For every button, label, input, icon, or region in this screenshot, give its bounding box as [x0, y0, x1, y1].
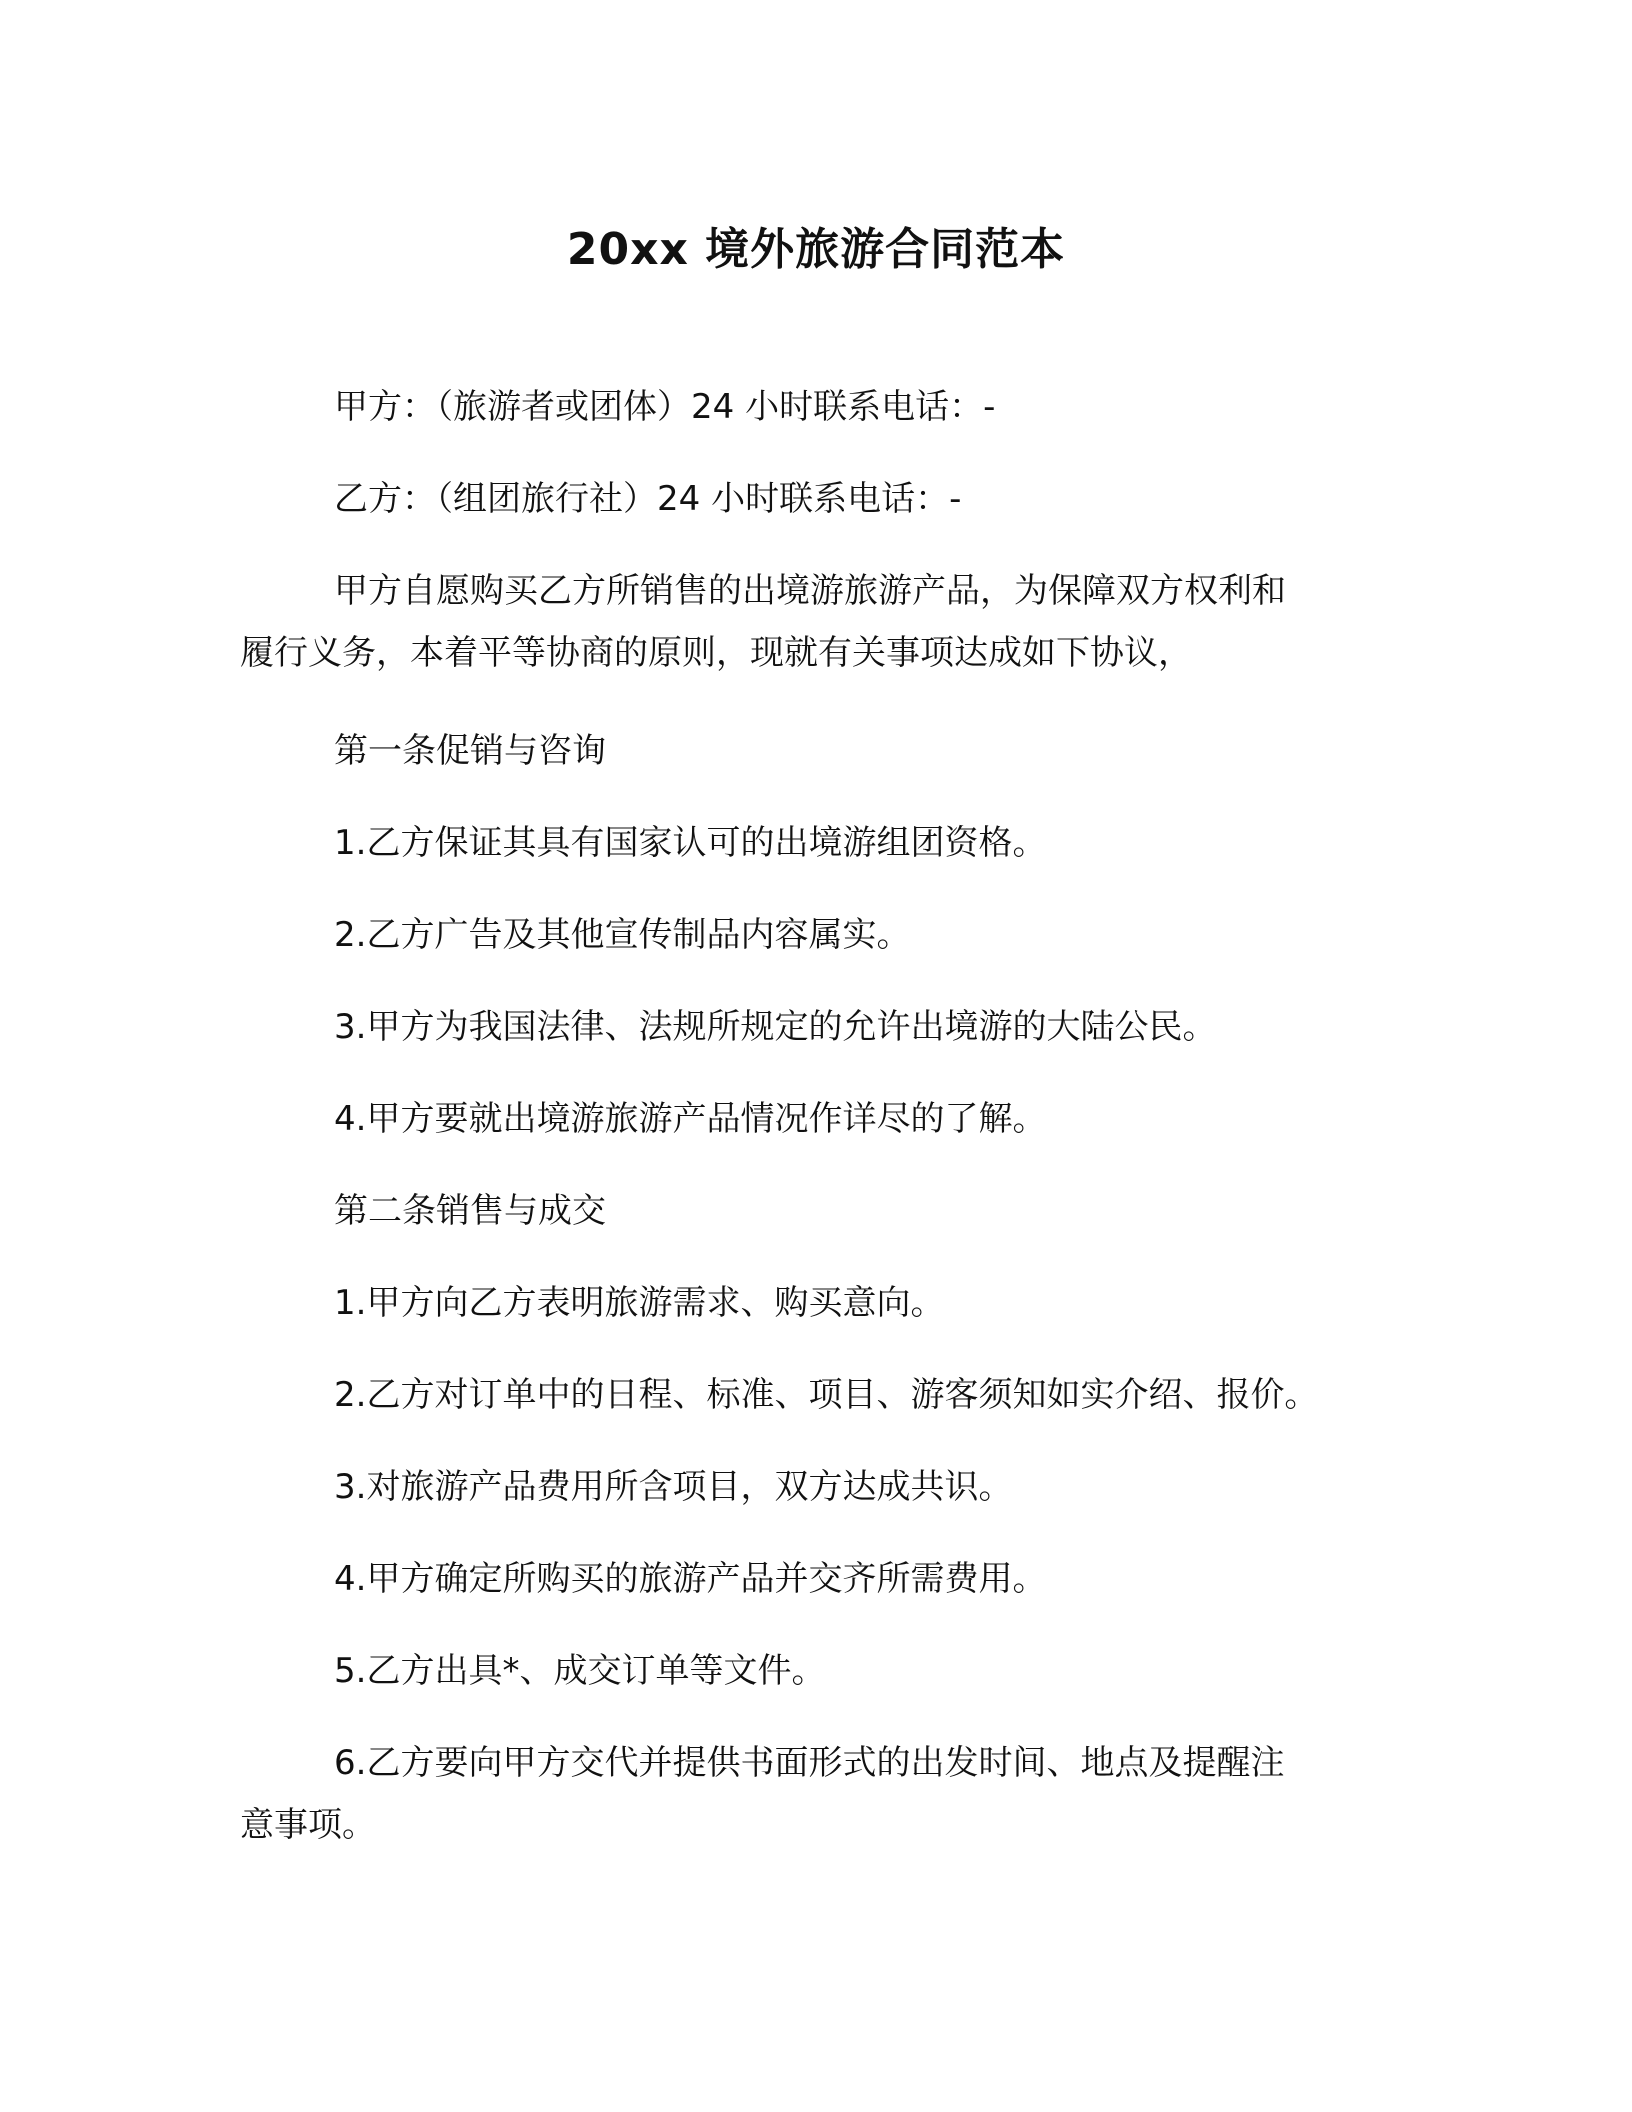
article-2-item-3: 3.对旅游产品费用所含项目，双方达成共识。: [334, 1467, 1013, 1507]
preamble-line-2: 履行义务，本着平等协商的原则，现就有关事项达成如下协议，: [240, 633, 1192, 673]
party-b-line: 乙方：（组团旅行社）24 小时联系电话：-: [334, 479, 962, 519]
party-a-line: 甲方：（旅游者或团体）24 小时联系电话：-: [334, 387, 996, 427]
article-2-item-6-line-2: 意事项。: [240, 1805, 376, 1845]
article-2-item-6: [240, 1732, 1410, 1856]
article-1-item-3: 3.甲方为我国法律、法规所规定的允许出境游的大陆公民。: [334, 1007, 1217, 1047]
article-2-item-5: 5.乙方出具*、成交订单等文件。: [334, 1651, 826, 1691]
preamble-paragraph: [240, 560, 1410, 684]
article-1-item-4: 4.甲方要就出境游旅游产品情况作详尽的了解。: [334, 1099, 1047, 1139]
article-2-item-1: 1.甲方向乙方表明旅游需求、购买意向。: [334, 1283, 945, 1323]
article-2-item-6-line-1: 6.乙方要向甲方交代并提供书面形式的出发时间、地点及提醒注: [334, 1743, 1285, 1783]
document-title: 20xx 境外旅游合同范本: [566, 224, 1066, 275]
article-2-item-2: 2.乙方对订单中的日程、标准、项目、游客须知如实介绍、报价。: [334, 1375, 1319, 1415]
preamble-line-1: 甲方自愿购买乙方所销售的出境游旅游产品，为保障双方权利和: [334, 571, 1286, 611]
article-1-item-2: 2.乙方广告及其他宣传制品内容属实。: [334, 915, 911, 955]
article-1-heading: 第一条促销与咨询: [334, 731, 606, 771]
article-2-item-4: 4.甲方确定所购买的旅游产品并交齐所需费用。: [334, 1559, 1047, 1599]
article-1-item-1: 1.乙方保证其具有国家认可的出境游组团资格。: [334, 823, 1047, 863]
article-2-heading: 第二条销售与成交: [334, 1191, 606, 1231]
